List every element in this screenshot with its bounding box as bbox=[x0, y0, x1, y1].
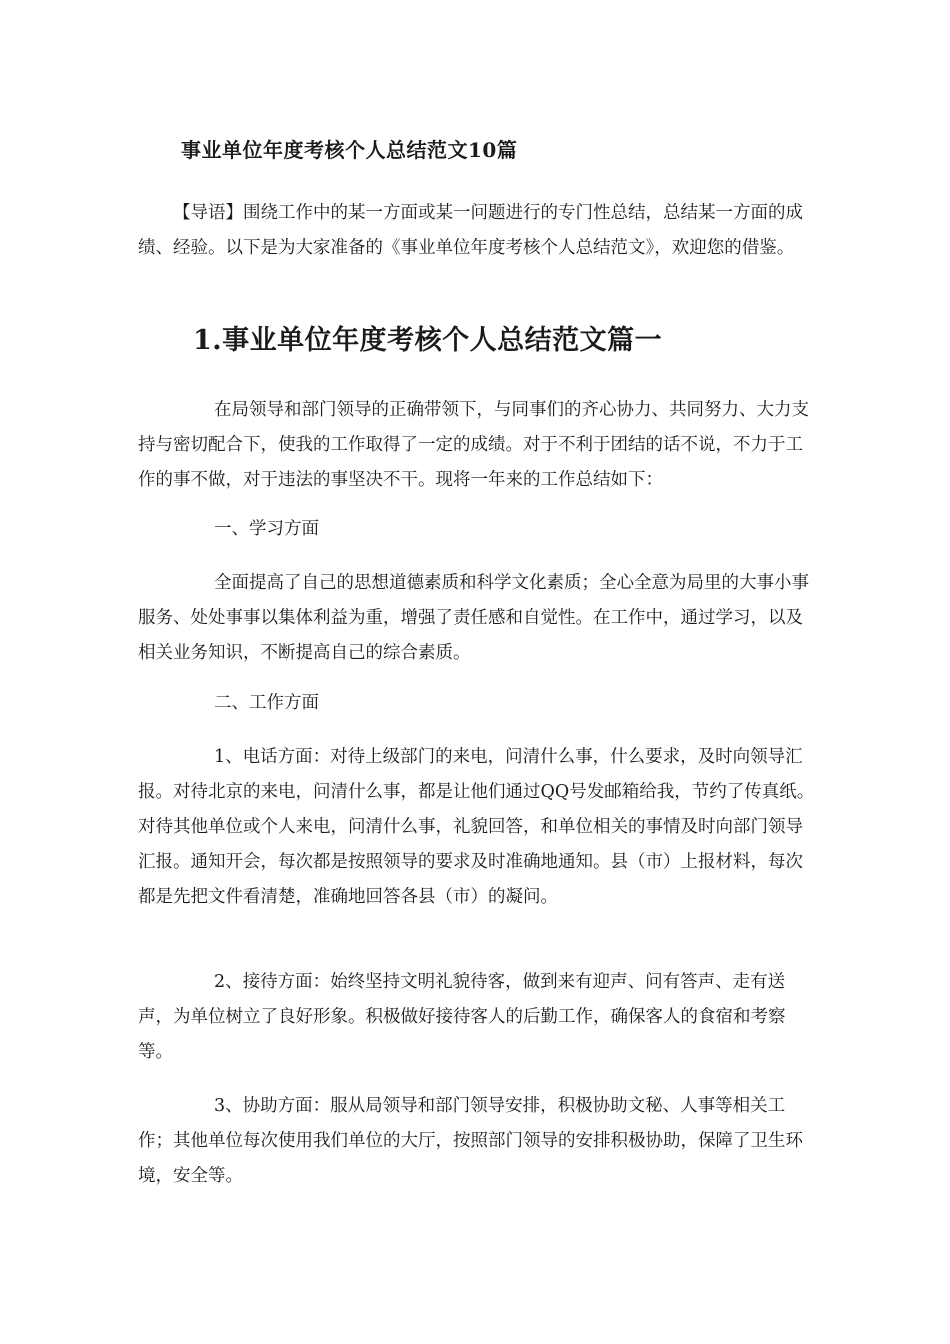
body-paragraph: 1、电话方面：对待上级部门的来电，问清什么事，什么要求，及时向领导汇报。对待北京的来电，问清什么事，都是让他们通过QQ号发邮箱给我，节约了传真纸。对待其他单位或个人来电，问清什么事，礼貌回答，和单位相关的事情及时向部门领导汇报。通知开会，每次都是按照领导的要求及时准确地通知。县（市）上报材料，每次都是先把文件看清楚，准确地回答各县（市）的凝问。 bbox=[138, 747, 815, 907]
document-title: 事业单位年度考核个人总结范文10篇 bbox=[181, 138, 518, 162]
subheading-work: 二、工作方面 bbox=[214, 693, 319, 713]
body-paragraph: 2、接待方面：始终坚持文明礼貌待客，做到来有迎声、问有答声、走有送声，为单位树立了良好形象。积极做好接待客人的后勤工作，确保客人的食宿和考察等。 bbox=[138, 972, 786, 1062]
body-paragraph: 3、协助方面：服从局领导和部门领导安排，积极协助文秘、人事等相关工作；其他单位每次使用我们单位的大厅，按照部门领导的安排积极协助，保障了卫生环境，安全等。 bbox=[138, 1096, 803, 1186]
body-paragraph: 在局领导和部门领导的正确带领下，与同事们的齐心协力、共同努力、大力支持与密切配合下，使我的工作取得了一定的成绩。对于不利于团结的话不说，不力于工作的事不做，对于违法的事坚决不干。现将一年来的工作总结如下： bbox=[138, 400, 809, 490]
section-heading: 1.事业单位年度考核个人总结范文篇一 bbox=[193, 325, 663, 356]
body-paragraph: 全面提高了自己的思想道德素质和科学文化素质；全心全意为局里的大事小事服务、处处事事以集体利益为重，增强了责任感和自觉性。在工作中，通过学习，以及相关业务知识，不断提高自己的综合素质。 bbox=[138, 573, 809, 663]
intro-paragraph: 【导语】围绕工作中的某一方面或某一问题进行的专门性总结，总结某一方面的成绩、经验。以下是为大家准备的《事业单位年度考核个人总结范文》，欢迎您的借鉴。 bbox=[138, 203, 803, 258]
subheading-study: 一、学习方面 bbox=[214, 519, 319, 539]
